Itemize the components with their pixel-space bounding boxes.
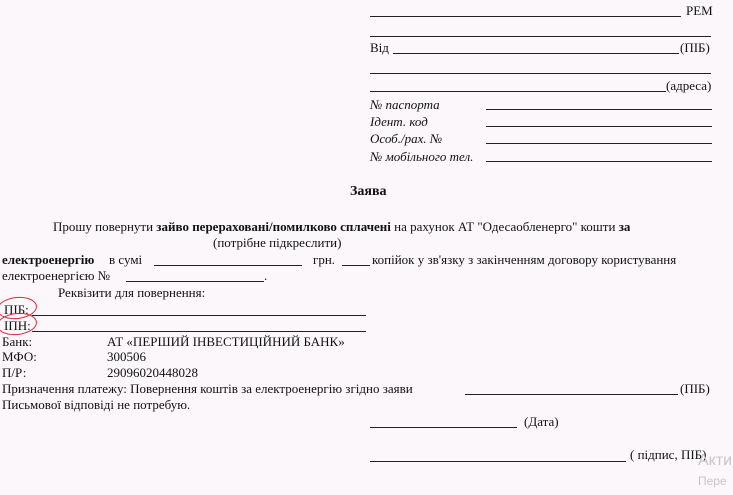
body-line-1: [53, 219, 630, 234]
no-reply-text: Письмової відповіді не потребую.: [2, 397, 191, 412]
pib-line: [32, 315, 366, 316]
address-line-1: [370, 73, 711, 74]
address-line-2: [370, 91, 666, 92]
bank-value: АТ «ПЕРШИЙ ІНВЕСТИЦІЙНИЙ БАНК»: [107, 334, 345, 349]
purpose-pib-label: (ПІБ): [680, 381, 710, 396]
date-line: [370, 427, 517, 428]
body-l3-start: електроенергією №: [2, 268, 111, 283]
watermark-line-1: Акти: [698, 452, 733, 469]
rem-line: [370, 16, 681, 17]
rem-label: РЕМ: [686, 3, 713, 18]
pr-value: 29096020448028: [107, 365, 198, 380]
purpose-text: Призначення платежу: Повернення коштів за електроенергію згідно заяви: [2, 381, 413, 396]
contract-number-line: [126, 281, 264, 282]
from-label: Від: [370, 40, 389, 55]
mfo-value: 300506: [107, 349, 146, 364]
from-line: [393, 53, 679, 54]
body-l1-za: за: [618, 219, 631, 234]
underline-hint: (потрібне підкреслити): [213, 235, 342, 250]
blank-line-1: [370, 36, 711, 37]
body-l1-start: Прошу повернути: [53, 219, 154, 234]
signature-label: ( підпис, ПІБ): [630, 447, 707, 462]
passport-line: [486, 109, 712, 110]
body-l2-rest: копійок у зв'язку з закінченням договору користування: [372, 252, 677, 267]
address-label: (адреса): [666, 78, 712, 93]
from-pib-label: (ПІБ): [680, 40, 710, 55]
ident-code-line: [486, 126, 712, 127]
body-l2-grn: грн.: [313, 252, 336, 267]
pr-label: П/Р:: [2, 365, 27, 380]
amount-line: [154, 265, 302, 266]
bank-label: Банк:: [2, 334, 33, 349]
date-label: (Дата): [524, 414, 559, 429]
pib-label: ПІБ:: [4, 302, 29, 317]
ident-code-label: Ідент. код: [370, 114, 428, 129]
body-l1-mid: на рахунок АТ "Одесаобленерго" кошти: [394, 219, 616, 234]
ipn-label: ІПН:: [4, 318, 31, 333]
account-label: Особ./рах. №: [370, 131, 443, 146]
body-l1-bold: зайво перераховані/помилково сплачені: [156, 219, 391, 234]
body-l2-suma: в сумі: [109, 252, 143, 267]
body-l2-bold: електроенергію: [2, 252, 95, 267]
account-line: [486, 143, 712, 144]
kopecks-line: [342, 265, 370, 266]
purpose-pib-line: [465, 394, 678, 395]
mobile-line: [486, 161, 712, 162]
mobile-label: № мобільного тел.: [370, 149, 474, 164]
body-l3-dot: .: [264, 268, 268, 283]
passport-label: № паспорта: [370, 97, 440, 112]
document-title: Заява: [350, 184, 387, 199]
mfo-label: МФО:: [2, 349, 37, 364]
signature-line: [370, 461, 626, 462]
watermark-line-2: Пере: [698, 474, 727, 488]
requisites-heading: Реквізити для повернення:: [58, 285, 206, 300]
ipn-line: [32, 331, 366, 332]
